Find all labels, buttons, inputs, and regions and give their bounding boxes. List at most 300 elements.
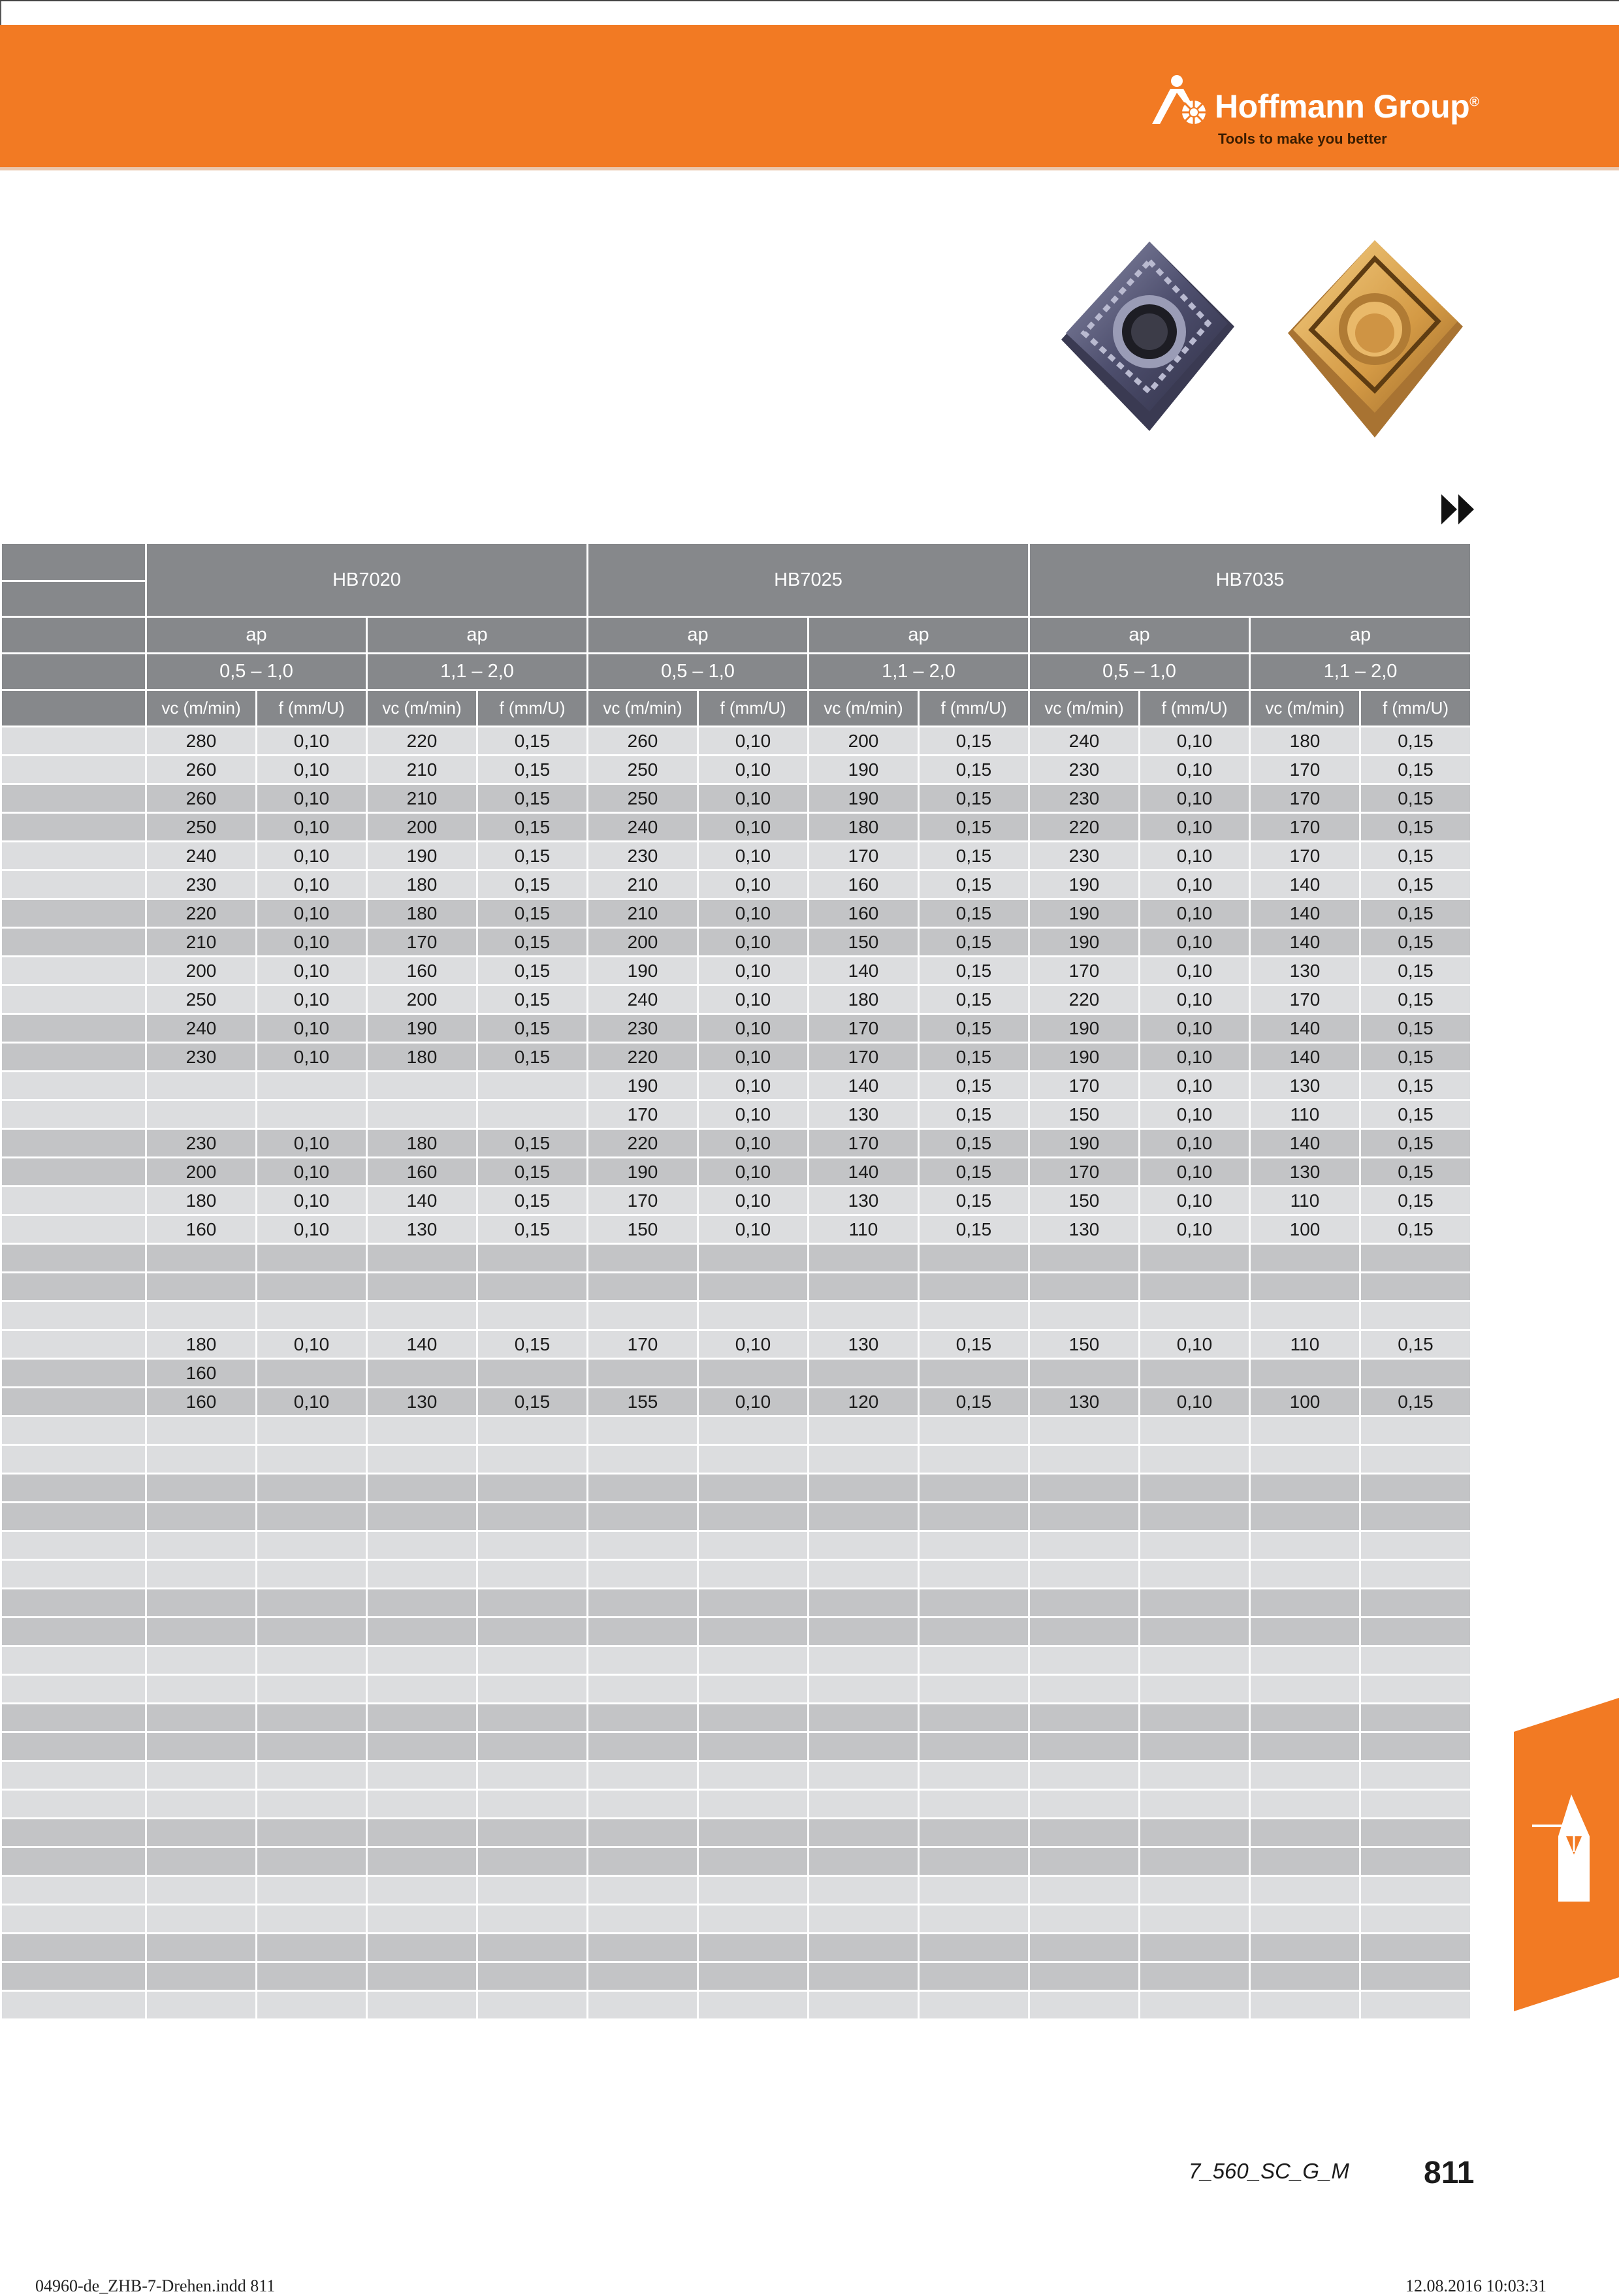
grade-header-hb7020: HB7020 — [146, 543, 588, 617]
vc-cell: 190 — [367, 1014, 477, 1043]
vc-cell: 210 — [588, 870, 698, 899]
vc-cell: 140 — [1250, 928, 1360, 957]
f-cell — [919, 1905, 1029, 1934]
vc-cell — [146, 1618, 257, 1646]
table-row — [1, 1876, 1471, 1905]
table-row — [1, 1991, 1471, 2020]
table-row — [1, 1359, 1471, 1388]
col-header-vc: vc (m/min) — [146, 690, 257, 727]
f-cell: 0,15 — [919, 870, 1029, 899]
vc-cell — [367, 1962, 477, 1991]
vc-cell — [588, 1962, 698, 1991]
f-cell — [477, 1876, 588, 1905]
vc-cell — [1250, 1962, 1360, 1991]
vc-cell — [367, 1761, 477, 1790]
f-cell — [257, 1704, 367, 1732]
vc-cell: 170 — [1250, 985, 1360, 1014]
f-cell — [257, 1905, 367, 1934]
row-label-cell — [1, 1790, 146, 1819]
f-cell — [257, 1847, 367, 1876]
f-cell — [1360, 1474, 1471, 1503]
f-cell — [698, 1732, 809, 1761]
vc-cell — [809, 1531, 919, 1560]
f-cell — [477, 1618, 588, 1646]
ap-range: 0,5 – 1,0 — [1029, 654, 1250, 690]
vc-cell: 230 — [146, 1129, 257, 1158]
vc-cell: 150 — [1029, 1100, 1140, 1129]
table-row — [1, 985, 1471, 1014]
table-row — [1, 1187, 1471, 1215]
f-cell: 0,15 — [919, 899, 1029, 928]
f-cell: 0,15 — [1360, 1129, 1471, 1158]
row-label-header — [1, 543, 146, 617]
vc-cell — [146, 1761, 257, 1790]
vc-cell: 170 — [1250, 813, 1360, 842]
vc-cell — [588, 1732, 698, 1761]
table-row — [1, 870, 1471, 899]
vc-cell — [367, 1273, 477, 1301]
f-cell: 0,15 — [919, 1158, 1029, 1187]
f-cell: 0,10 — [257, 1014, 367, 1043]
vc-cell: 230 — [146, 1043, 257, 1072]
f-cell — [919, 1301, 1029, 1330]
f-cell — [1140, 1876, 1250, 1905]
f-cell — [919, 1646, 1029, 1675]
f-cell — [1360, 1962, 1471, 1991]
f-cell: 0,10 — [698, 928, 809, 957]
row-label-cell — [1, 1675, 146, 1704]
vc-cell: 220 — [1029, 985, 1140, 1014]
vc-cell: 150 — [1029, 1330, 1140, 1359]
table-row — [1, 1847, 1471, 1876]
f-cell — [1360, 1646, 1471, 1675]
col-header-vc: vc (m/min) — [1250, 690, 1360, 727]
vc-cell: 170 — [1250, 756, 1360, 784]
f-cell — [477, 1589, 588, 1618]
vc-cell — [809, 1876, 919, 1905]
f-cell: 0,10 — [698, 1129, 809, 1158]
f-cell — [477, 1560, 588, 1589]
vc-cell — [1250, 1790, 1360, 1819]
col-header-vc: vc (m/min) — [809, 690, 919, 727]
vc-cell — [146, 1100, 257, 1129]
f-cell — [1360, 1301, 1471, 1330]
f-cell: 0,10 — [698, 899, 809, 928]
vc-cell — [1250, 1876, 1360, 1905]
f-cell — [257, 1072, 367, 1100]
f-cell: 0,10 — [698, 1014, 809, 1043]
f-cell — [477, 1359, 588, 1388]
f-cell — [698, 1962, 809, 1991]
vc-cell — [367, 1474, 477, 1503]
vc-cell — [367, 1589, 477, 1618]
row-label-cell — [1, 928, 146, 957]
vc-cell — [1029, 1301, 1140, 1330]
row-label-cell — [1, 1474, 146, 1503]
f-cell: 0,15 — [919, 985, 1029, 1014]
row-label-cell — [1, 1445, 146, 1474]
f-cell — [477, 1244, 588, 1273]
vc-cell: 190 — [588, 1072, 698, 1100]
table-row — [1, 1445, 1471, 1474]
vc-cell: 280 — [146, 727, 257, 756]
vc-cell — [1029, 1934, 1140, 1962]
f-cell — [1140, 1474, 1250, 1503]
f-cell — [698, 1244, 809, 1273]
f-cell — [1360, 1560, 1471, 1589]
f-cell — [257, 1761, 367, 1790]
f-cell — [477, 1474, 588, 1503]
vc-cell — [809, 1560, 919, 1589]
table-row — [1, 899, 1471, 928]
f-cell — [1140, 1646, 1250, 1675]
table-row — [1, 1100, 1471, 1129]
f-cell — [257, 1273, 367, 1301]
f-cell — [477, 1100, 588, 1129]
f-cell — [1140, 1531, 1250, 1560]
table-row — [1, 727, 1471, 756]
vc-cell: 250 — [588, 756, 698, 784]
vc-cell: 240 — [146, 1014, 257, 1043]
f-cell — [477, 1819, 588, 1847]
grade-header-hb7035: HB7035 — [1029, 543, 1471, 617]
f-cell — [1140, 1847, 1250, 1876]
vc-cell — [809, 1503, 919, 1531]
f-cell: 0,10 — [698, 1043, 809, 1072]
f-cell — [919, 1359, 1029, 1388]
row-label-cell — [1, 1991, 146, 2020]
vc-cell — [1250, 1589, 1360, 1618]
f-cell — [1140, 1704, 1250, 1732]
vc-cell — [367, 1445, 477, 1474]
f-cell — [257, 1646, 367, 1675]
vc-cell: 200 — [809, 727, 919, 756]
f-cell: 0,15 — [477, 985, 588, 1014]
page-number: 811 — [1424, 2156, 1475, 2190]
f-cell: 0,15 — [1360, 727, 1471, 756]
table-row — [1, 1503, 1471, 1531]
vc-cell: 180 — [809, 985, 919, 1014]
vc-cell — [588, 1847, 698, 1876]
vc-cell — [1250, 1847, 1360, 1876]
vc-cell: 140 — [1250, 899, 1360, 928]
vc-cell: 230 — [1029, 784, 1140, 813]
vc-cell — [1250, 1934, 1360, 1962]
f-cell — [698, 1819, 809, 1847]
vc-cell — [1029, 1905, 1140, 1934]
vc-cell: 140 — [809, 1158, 919, 1187]
vc-cell: 160 — [146, 1215, 257, 1244]
table-row — [1, 1014, 1471, 1043]
vc-cell — [809, 1934, 919, 1962]
vc-cell: 220 — [588, 1043, 698, 1072]
vc-cell: 180 — [367, 1043, 477, 1072]
vc-cell: 160 — [367, 1158, 477, 1187]
f-cell — [477, 1704, 588, 1732]
table-row — [1, 1043, 1471, 1072]
vc-cell — [1250, 1531, 1360, 1560]
vc-cell — [588, 1790, 698, 1819]
vc-cell: 260 — [146, 784, 257, 813]
vc-cell: 160 — [367, 957, 477, 985]
vc-cell — [588, 1618, 698, 1646]
vc-cell — [1250, 1474, 1360, 1503]
f-cell: 0,10 — [698, 1187, 809, 1215]
vc-cell — [1029, 1675, 1140, 1704]
vc-cell — [146, 1273, 257, 1301]
f-cell — [1360, 1991, 1471, 2020]
f-cell: 0,10 — [257, 1158, 367, 1187]
vc-cell — [1250, 1244, 1360, 1273]
vc-cell: 240 — [1029, 727, 1140, 756]
table-row — [1, 1790, 1471, 1819]
vc-cell — [146, 1445, 257, 1474]
vc-cell: 190 — [809, 784, 919, 813]
f-cell: 0,15 — [919, 784, 1029, 813]
f-cell — [698, 1589, 809, 1618]
vc-cell — [1029, 1503, 1140, 1531]
f-cell — [1360, 1416, 1471, 1445]
f-cell: 0,10 — [257, 1187, 367, 1215]
vc-cell — [367, 1244, 477, 1273]
vc-cell: 180 — [367, 870, 477, 899]
f-cell: 0,15 — [477, 727, 588, 756]
vc-cell — [1250, 1273, 1360, 1301]
vc-cell: 180 — [367, 1129, 477, 1158]
vc-cell — [367, 1876, 477, 1905]
f-cell — [1360, 1905, 1471, 1934]
vc-cell: 200 — [146, 1158, 257, 1187]
vc-cell — [1029, 1416, 1140, 1445]
f-cell — [1140, 1301, 1250, 1330]
vc-cell — [588, 1646, 698, 1675]
table-row — [1, 1416, 1471, 1445]
f-cell — [257, 1474, 367, 1503]
row-label-cell — [1, 957, 146, 985]
f-cell — [257, 1819, 367, 1847]
vc-cell: 200 — [146, 957, 257, 985]
f-cell: 0,15 — [1360, 1072, 1471, 1100]
f-cell: 0,15 — [919, 756, 1029, 784]
f-cell: 0,15 — [1360, 842, 1471, 870]
vc-cell: 130 — [1029, 1215, 1140, 1244]
f-cell: 0,10 — [257, 1129, 367, 1158]
vc-cell — [1250, 1905, 1360, 1934]
row-label-cell — [1, 727, 146, 756]
table-row — [1, 1388, 1471, 1416]
vc-cell — [588, 1531, 698, 1560]
f-cell — [477, 1790, 588, 1819]
row-label-cell — [1, 1416, 146, 1445]
f-cell: 0,15 — [477, 784, 588, 813]
table-row — [1, 1244, 1471, 1273]
vc-cell — [367, 1732, 477, 1761]
table-row — [1, 1330, 1471, 1359]
f-cell: 0,15 — [919, 957, 1029, 985]
table-row — [1, 756, 1471, 784]
f-cell: 0,10 — [698, 870, 809, 899]
f-cell: 0,15 — [477, 899, 588, 928]
table-row — [1, 1531, 1471, 1560]
vc-cell — [1029, 1646, 1140, 1675]
f-cell — [257, 1560, 367, 1589]
row-label-cell — [1, 1129, 146, 1158]
vc-cell — [809, 1416, 919, 1445]
vc-cell — [1250, 1560, 1360, 1589]
f-cell — [257, 1618, 367, 1646]
f-cell: 0,15 — [919, 1388, 1029, 1416]
brand-name: Hoffmann Group® — [1215, 88, 1479, 125]
f-cell — [1360, 1359, 1471, 1388]
double-chevron-right-icon[interactable] — [1440, 492, 1475, 527]
vc-cell — [809, 1991, 919, 2020]
row-label-cell — [1, 842, 146, 870]
vc-cell — [809, 1847, 919, 1876]
vc-cell: 250 — [146, 813, 257, 842]
vc-cell: 220 — [588, 1129, 698, 1158]
vc-cell: 130 — [1029, 1388, 1140, 1416]
f-cell — [698, 1359, 809, 1388]
catalog-code: 7_560_SC_G_M — [1189, 2159, 1349, 2183]
vc-cell — [367, 1991, 477, 2020]
vc-cell — [809, 1704, 919, 1732]
row-label-cell — [1, 784, 146, 813]
vc-cell: 140 — [1250, 1043, 1360, 1072]
vc-cell: 180 — [146, 1330, 257, 1359]
f-cell — [919, 1589, 1029, 1618]
f-cell: 0,10 — [1140, 727, 1250, 756]
f-cell: 0,10 — [257, 756, 367, 784]
f-cell — [1140, 1416, 1250, 1445]
f-cell: 0,15 — [1360, 1215, 1471, 1244]
f-cell: 0,15 — [477, 928, 588, 957]
vc-cell — [146, 1790, 257, 1819]
vc-cell — [1250, 1445, 1360, 1474]
f-cell: 0,15 — [919, 1014, 1029, 1043]
f-cell — [919, 1761, 1029, 1790]
vc-cell — [367, 1819, 477, 1847]
vc-cell — [809, 1589, 919, 1618]
vc-cell: 170 — [809, 842, 919, 870]
f-cell: 0,15 — [477, 842, 588, 870]
table-row — [1, 842, 1471, 870]
vc-cell: 130 — [1250, 957, 1360, 985]
f-cell — [1140, 1560, 1250, 1589]
f-cell: 0,15 — [1360, 928, 1471, 957]
vc-cell — [809, 1761, 919, 1790]
vc-cell — [809, 1273, 919, 1301]
f-cell — [698, 1790, 809, 1819]
vc-cell — [146, 1847, 257, 1876]
f-cell: 0,15 — [1360, 870, 1471, 899]
f-cell: 0,10 — [1140, 784, 1250, 813]
vc-cell — [588, 1704, 698, 1732]
table-row — [1, 1158, 1471, 1187]
vc-cell — [1250, 1359, 1360, 1388]
vc-cell — [809, 1790, 919, 1819]
table-row — [1, 1215, 1471, 1244]
vc-cell — [367, 1704, 477, 1732]
vc-cell: 210 — [588, 899, 698, 928]
vc-cell — [1029, 1589, 1140, 1618]
f-cell: 0,10 — [257, 813, 367, 842]
row-label-cell — [1, 1273, 146, 1301]
vc-cell: 190 — [1029, 899, 1140, 928]
vc-cell: 140 — [367, 1187, 477, 1215]
vc-cell: 230 — [588, 1014, 698, 1043]
ap-range: 0,5 – 1,0 — [588, 654, 809, 690]
f-cell: 0,15 — [1360, 784, 1471, 813]
f-cell — [1140, 1934, 1250, 1962]
vc-cell — [809, 1618, 919, 1646]
f-cell — [1140, 1732, 1250, 1761]
vc-cell — [809, 1905, 919, 1934]
f-cell: 0,10 — [257, 727, 367, 756]
vc-cell: 100 — [1250, 1388, 1360, 1416]
vc-cell: 130 — [367, 1215, 477, 1244]
vc-cell: 190 — [1029, 1129, 1140, 1158]
f-cell — [919, 1991, 1029, 2020]
vc-cell — [367, 1416, 477, 1445]
print-timestamp: 12.08.2016 10:03:31 — [1405, 2276, 1547, 2295]
f-cell — [477, 1273, 588, 1301]
ap-label: ap — [588, 617, 809, 654]
ap-range: 1,1 – 2,0 — [1250, 654, 1471, 690]
vc-cell: 180 — [367, 899, 477, 928]
vc-cell: 170 — [588, 1100, 698, 1129]
vc-cell — [1029, 1991, 1140, 2020]
f-cell — [698, 1761, 809, 1790]
f-cell: 0,15 — [1360, 899, 1471, 928]
vc-cell: 170 — [1029, 957, 1140, 985]
vc-cell — [1029, 1359, 1140, 1388]
vc-cell: 140 — [1250, 1129, 1360, 1158]
f-cell — [919, 1962, 1029, 1991]
vc-cell — [588, 1761, 698, 1790]
f-cell — [1360, 1445, 1471, 1474]
f-cell: 0,10 — [698, 727, 809, 756]
row-label-cell — [1, 1934, 146, 1962]
vc-cell: 260 — [588, 727, 698, 756]
f-cell — [1140, 1359, 1250, 1388]
row-label-cell — [1, 1962, 146, 1991]
f-cell — [919, 1445, 1029, 1474]
f-cell — [257, 1589, 367, 1618]
vc-cell: 200 — [367, 813, 477, 842]
vc-cell: 170 — [809, 1129, 919, 1158]
table-row — [1, 1301, 1471, 1330]
f-cell — [1360, 1531, 1471, 1560]
f-cell — [1360, 1934, 1471, 1962]
vc-cell — [1029, 1847, 1140, 1876]
f-cell — [698, 1301, 809, 1330]
vc-cell — [146, 1819, 257, 1847]
vc-cell: 240 — [588, 813, 698, 842]
row-label-cell — [1, 899, 146, 928]
row-label-cell — [1, 1244, 146, 1273]
vc-cell: 220 — [146, 899, 257, 928]
f-cell — [1360, 1876, 1471, 1905]
f-cell — [1360, 1618, 1471, 1646]
vc-cell: 110 — [1250, 1187, 1360, 1215]
vc-cell: 170 — [1250, 784, 1360, 813]
vc-cell — [588, 1244, 698, 1273]
section-tab[interactable] — [1514, 1698, 1619, 2011]
f-cell — [698, 1273, 809, 1301]
vc-cell — [1029, 1244, 1140, 1273]
ap-range: 1,1 – 2,0 — [809, 654, 1029, 690]
vc-cell — [1029, 1531, 1140, 1560]
